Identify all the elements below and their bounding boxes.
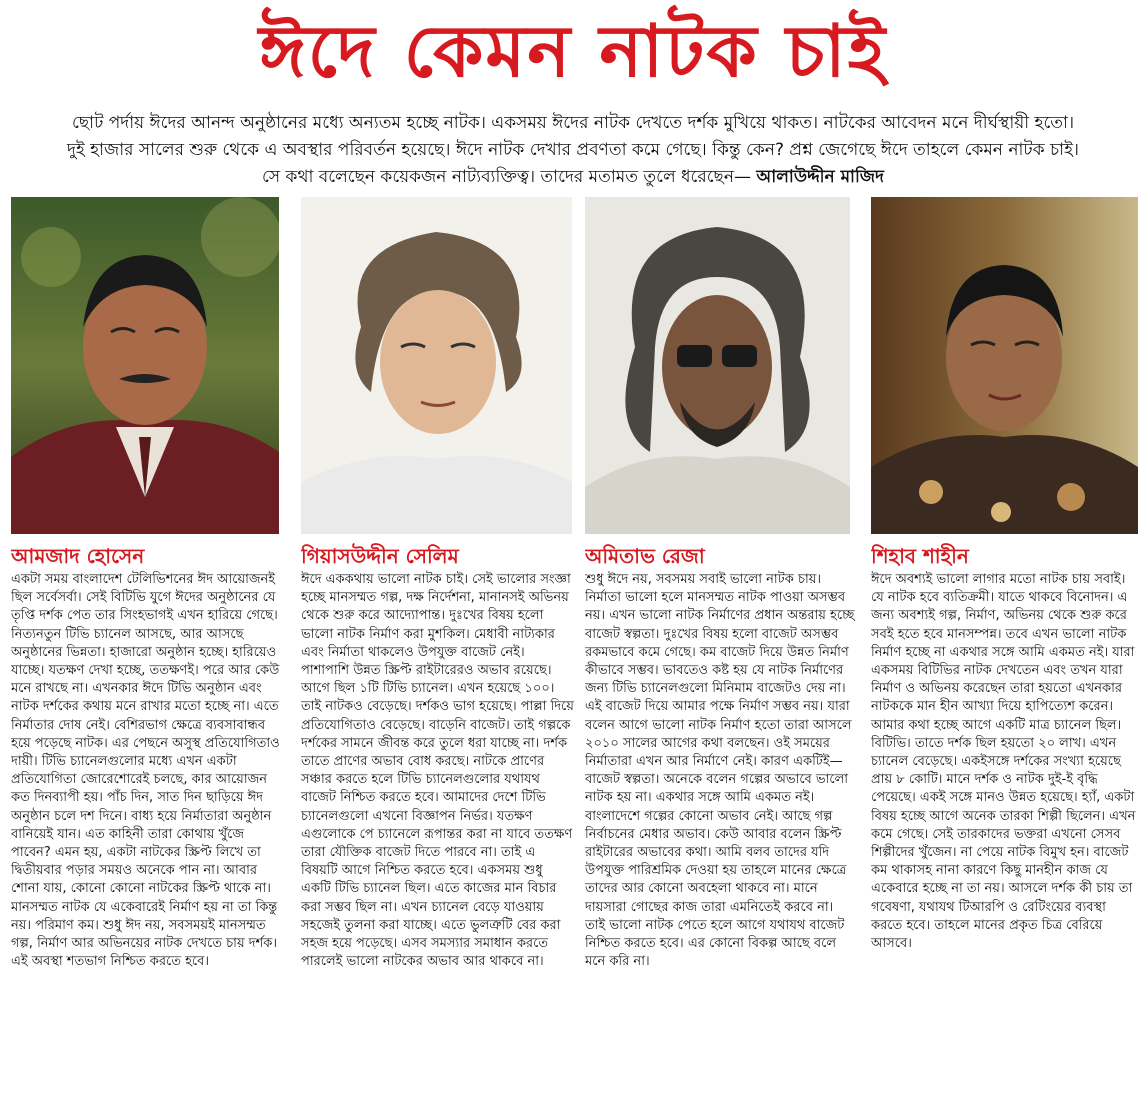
intro-line-2: দুই হাজার সালের শুরু থেকে এ অবস্থার পরিবর্তন হয়েছে। ঈদে নাটক দেখার প্রবণতা কমে গেছে। কিন্তু কেন? প্রশ্ন জেগেছে ঈদে তাহলে কেমন নাটক চাই। xyxy=(66,140,1080,160)
column-giasuddin-selim xyxy=(301,541,576,1101)
column-text: একটা সময় বাংলাদেশ টেলিভিশনের ঈদ আয়োজনই ছিল সর্বেসর্বা। সেই বিটিভি যুগে ঈদের অনুষ্ঠানের যে তৃপ্তি দর্শক পেত তার সিংহভাগই এখন হারিয়ে গেছে। নিত্যনতুন টিভি চ্যানেল আসছে, আর আসছে অনুষ্ঠানের ভিন্নতা। হাজারো অনুষ্ঠান হচ্ছে। হারিয়েও যাচ্ছে। যতক্ষণ দেখা হচ্ছে, ততক্ষণই। পরে আর কেউ মনে রাখছে না। এখনকার ঈদে টিভি অনুষ্ঠান এবং নাটক দর্শকের কথায় মনে রাখার মতো হচ্ছে না। এতে নির্মাতার দোষ নেই। বেশিরভাগ ক্ষেত্রে ব্যবসাবান্ধব হয়ে পড়েছে নাটক। এর পেছনে অসুস্থ প্রতিযোগিতাও দায়ী। টিভি চ্যানেলগুলোর মধ্যে এখন একটা প্রতিযোগিতা জোরেশোরেই চলছে, কার আয়োজন কত দিনব্যাপী হয়। পাঁচ দিন, সাত দিন ছাড়িয়ে ঈদ অনুষ্ঠান চলে দশ দিনে। বাধ্য হয়ে নির্মাতারা অনুষ্ঠান বানিয়েই যান। এত কাহিনী তারা কোথায় খুঁজে পাবেন? এমন হয়, একটা নাটকের স্ক্রিপ্ট লিখে তা দ্বিতীয়বার পড়ার সময়ও অনেকে পান না। আবার শোনা যায়, কোনো কোনো নাটকের স্ক্রিপ্ট থাকে না। মানসম্মত নাটক যে একেবারেই নির্মাণ হয় না তা কিন্তু নয়। পরিমাণ কম। শুধু ঈদ নয়, সবসময়ই মানসম্মত গল্প, নির্মাণ আর অভিনয়ের নাটক দেখতে চায় দর্শক। এই অবস্থা শতভাগ নিশ্চিত করতে হবে। xyxy=(11,572,280,970)
intro-last-line: সে কথা বলেছেন কয়েকজন নাট্যব্যক্তিত্ব। তাদের মতামত তুলে ধরেছেন— xyxy=(262,167,752,187)
column-text: শুধু ঈদে নয়, সবসময় সবাই ভালো নাটক চায়। নির্মাতা ভালো হলে মানসম্মত নাটক পাওয়া অসম্ভব নয়। এখন ভালো নাটক নির্মাণের প্রধান অন্তরায় হচ্ছে বাজেট স্বল্পতা। দুঃখের বিষয় হলো বাজেট অসম্ভব রকমভাবে কমে গেছে। কম বাজেট দিয়ে উন্নত নির্মাণ কীভাবে সম্ভব। ভাবতেও কষ্ট হয় যে নাটক নির্মাণের জন্য টিভি চ্যানেলগুলো মিনিমাম বাজেটও দেয় না। এই বাজেট দিয়ে আমার পক্ষে নির্মাণ সম্ভব নয়। যারা বলেন আগে ভালো নাটক নির্মাণ হতো তারা আসলে ২০১০ সালের আগের কথা বলছেন। ওই সময়ের নির্মাতারা এখন আর নির্মাণে নেই। কারণ একটিই— বাজেট স্বল্পতা। অনেকে বলেন গল্পের অভাবে ভালো নাটক হয় না। একথার সঙ্গে আমি একমত নই। বাংলাদেশে গল্পের কোনো অভাব নেই। আছে গল্প নির্বাচনের মেধার অভাব। কেউ আবার বলেন স্ক্রিপ্ট রাইটারের অভাবের কথা। আমি বলব তাদের যদি উপযুক্ত পারিশ্রমিক দেওয়া হয় তাহলে মানের ক্ষেত্রে তাদের আর কোনো অবহেলা থাকবে না। মানে দায়সারা গোছের কাজ তারা এমনিতেই করবে না। তাই ভালো নাটক পেতে হলে আগে যথাযথ বাজেট নিশ্চিত করতে হবে। এর কোনো বিকল্প আছে বলে মনে করি না। xyxy=(585,572,855,970)
intro-line-1: ছোট পর্দায় ঈদের আনন্দ অনুষ্ঠানের মধ্যে অন্যতম হচ্ছে নাটক। একসময় ঈদের নাটক দেখতে দর্শক মুখিয়ে থাকত। নাটকের আবেদন মনে দীর্ঘস্থায়ী হতো। xyxy=(71,113,1075,133)
column-text: ঈদে অবশ্যই ভালো লাগার মতো নাটক চায় সবাই। যে নাটক হবে ব্যতিক্রমী। যাতে থাকবে বিনোদন। এ জন্য অবশ্যই গল্প, নির্মাণ, অভিনয় থেকে শুরু করে সবই হতে হবে মানসম্পন্ন। তবে এখন ভালো নাটক নির্মাণ হচ্ছে না একথার সঙ্গে আমি একমত নই। যারা একসময় বিটিভির নাটক দেখতেন এবং তখন যারা নির্মাণ ও অভিনয় করেছেন তারা হয়তো এখনকার নাটককে মান হীন আখ্যা দিয়ে হাপিত্যেশ করেন। আমার কথা হচ্ছে আগে একটি মাত্র চ্যানেল ছিল। বিটিভি। তাতে দর্শক ছিল হয়তো ২০ লাখ। এখন চ্যানেল বেড়েছে। একইসঙ্গে দর্শকের সংখ্যা হয়েছে প্রায় ৮ কোটি। মানে দর্শক ও নাটক দুই-ই বৃদ্ধি পেয়েছে। একই সঙ্গে মানও উন্নত হয়েছে। হ্যাঁ, একটা বিষয় হচ্ছে আগে অনেক তারকা শিল্পী ছিলেন। এখন কমে গেছে। সেই তারকাদের ভক্তরা এখনো সেসব শিল্পীদের খুঁজেন। না পেয়ে নাটক বিমুখ হন। বাজেট কম থাকাসহ নানা কারণে কিছু মানহীন কাজ যে একেবারে হচ্ছে না তা নয়। আসলে দর্শক কী চায় তা গবেষণা, যথাযথ টিআরপি ও রেটিংয়ের ব্যবস্থা করতে হবে। তাহলে মানের প্রকৃত চিত্র বেরিয়ে আসবে। xyxy=(871,572,1136,952)
photo-amitabh-reza xyxy=(585,197,850,534)
column-text: ঈদে এককথায় ভালো নাটক চাই। সেই ভালোর সংজ্ঞা হচ্ছে মানসম্মত গল্প, দক্ষ নির্দেশনা, মানানসই অভিনয় থেকে শুরু করে আদ্যোপান্ত। দুঃখের বিষয় হলো ভালো নাটক নির্মাণ করা মুশকিল। মেধাবী নাট্যকার এবং নির্মাতা থাকলেও উপযুক্ত বাজেট নেই। পাশাপাশি উন্নত স্ক্রিপ্ট রাইটারেরও অভাব রয়েছে। আগে ছিল ১টি টিভি চ্যানেল। এখন হয়েছে ১০০। তাই নাটকও বেড়েছে। দর্শকও ভাগ হয়েছে। পাল্লা দিয়ে প্রতিযোগিতাও বেড়েছে। বাড়েনি বাজেট। তাই গল্পকে দর্শকের সামনে জীবন্ত করে তুলে ধরা যাচ্ছে না। দর্শক তাতে প্রাণের অভাব বোধ করছে। নাটকে প্রাণের সঞ্চার করতে হলে টিভি চ্যানেলগুলোর যথাযথ বাজেট নিশ্চিত করতে হবে। আমাদের দেশে টিভি চ্যানেলগুলো এখনো বিজ্ঞাপন নির্ভর। যতক্ষণ এগুলোকে পে চ্যানেলে রূপান্তর করা না যাবে ততক্ষণ তারা যৌক্তিক বাজেট দিতে পারবে না। তাই এ বিষয়টি আগে নিশ্চিত করতে হবে। একসময় শুধু একটি টিভি চ্যানেল ছিল। এতে কাজের মান বিচার করা সম্ভব ছিল না। এখন চ্যানেল বেড়ে যাওয়ায় সহজেই তুলনা করা যাচ্ছে। এতে ভুলত্রুটি বের করা সহজ হয়ে পড়েছে। এসব সমস্যার সমাধান করতে পারলেই ভালো নাটকের অভাব আর থাকবে না। xyxy=(301,572,574,970)
person-name: আমজাদ হোসেন xyxy=(11,544,145,568)
photo-shihab-shahin xyxy=(871,197,1138,534)
person-name: গিয়াসউদ্দীন সেলিম xyxy=(301,544,459,568)
photo-giasuddin-selim xyxy=(301,197,572,534)
column-amitabh-reza xyxy=(585,541,855,1101)
byline: আলাউদ্দীন মাজিদ xyxy=(756,167,884,187)
column-amjad-hossain xyxy=(11,541,283,1101)
column-shihab-shahin xyxy=(871,541,1138,1101)
person-name: শিহাব শাহীন xyxy=(871,544,969,568)
photo-amjad-hossain xyxy=(11,197,279,534)
person-name: অমিতাভ রেজা xyxy=(585,544,705,568)
intro-line-3 xyxy=(8,164,1138,191)
headline: ঈদে কেমন নাটক চাই xyxy=(258,9,888,93)
intro xyxy=(8,110,1138,191)
